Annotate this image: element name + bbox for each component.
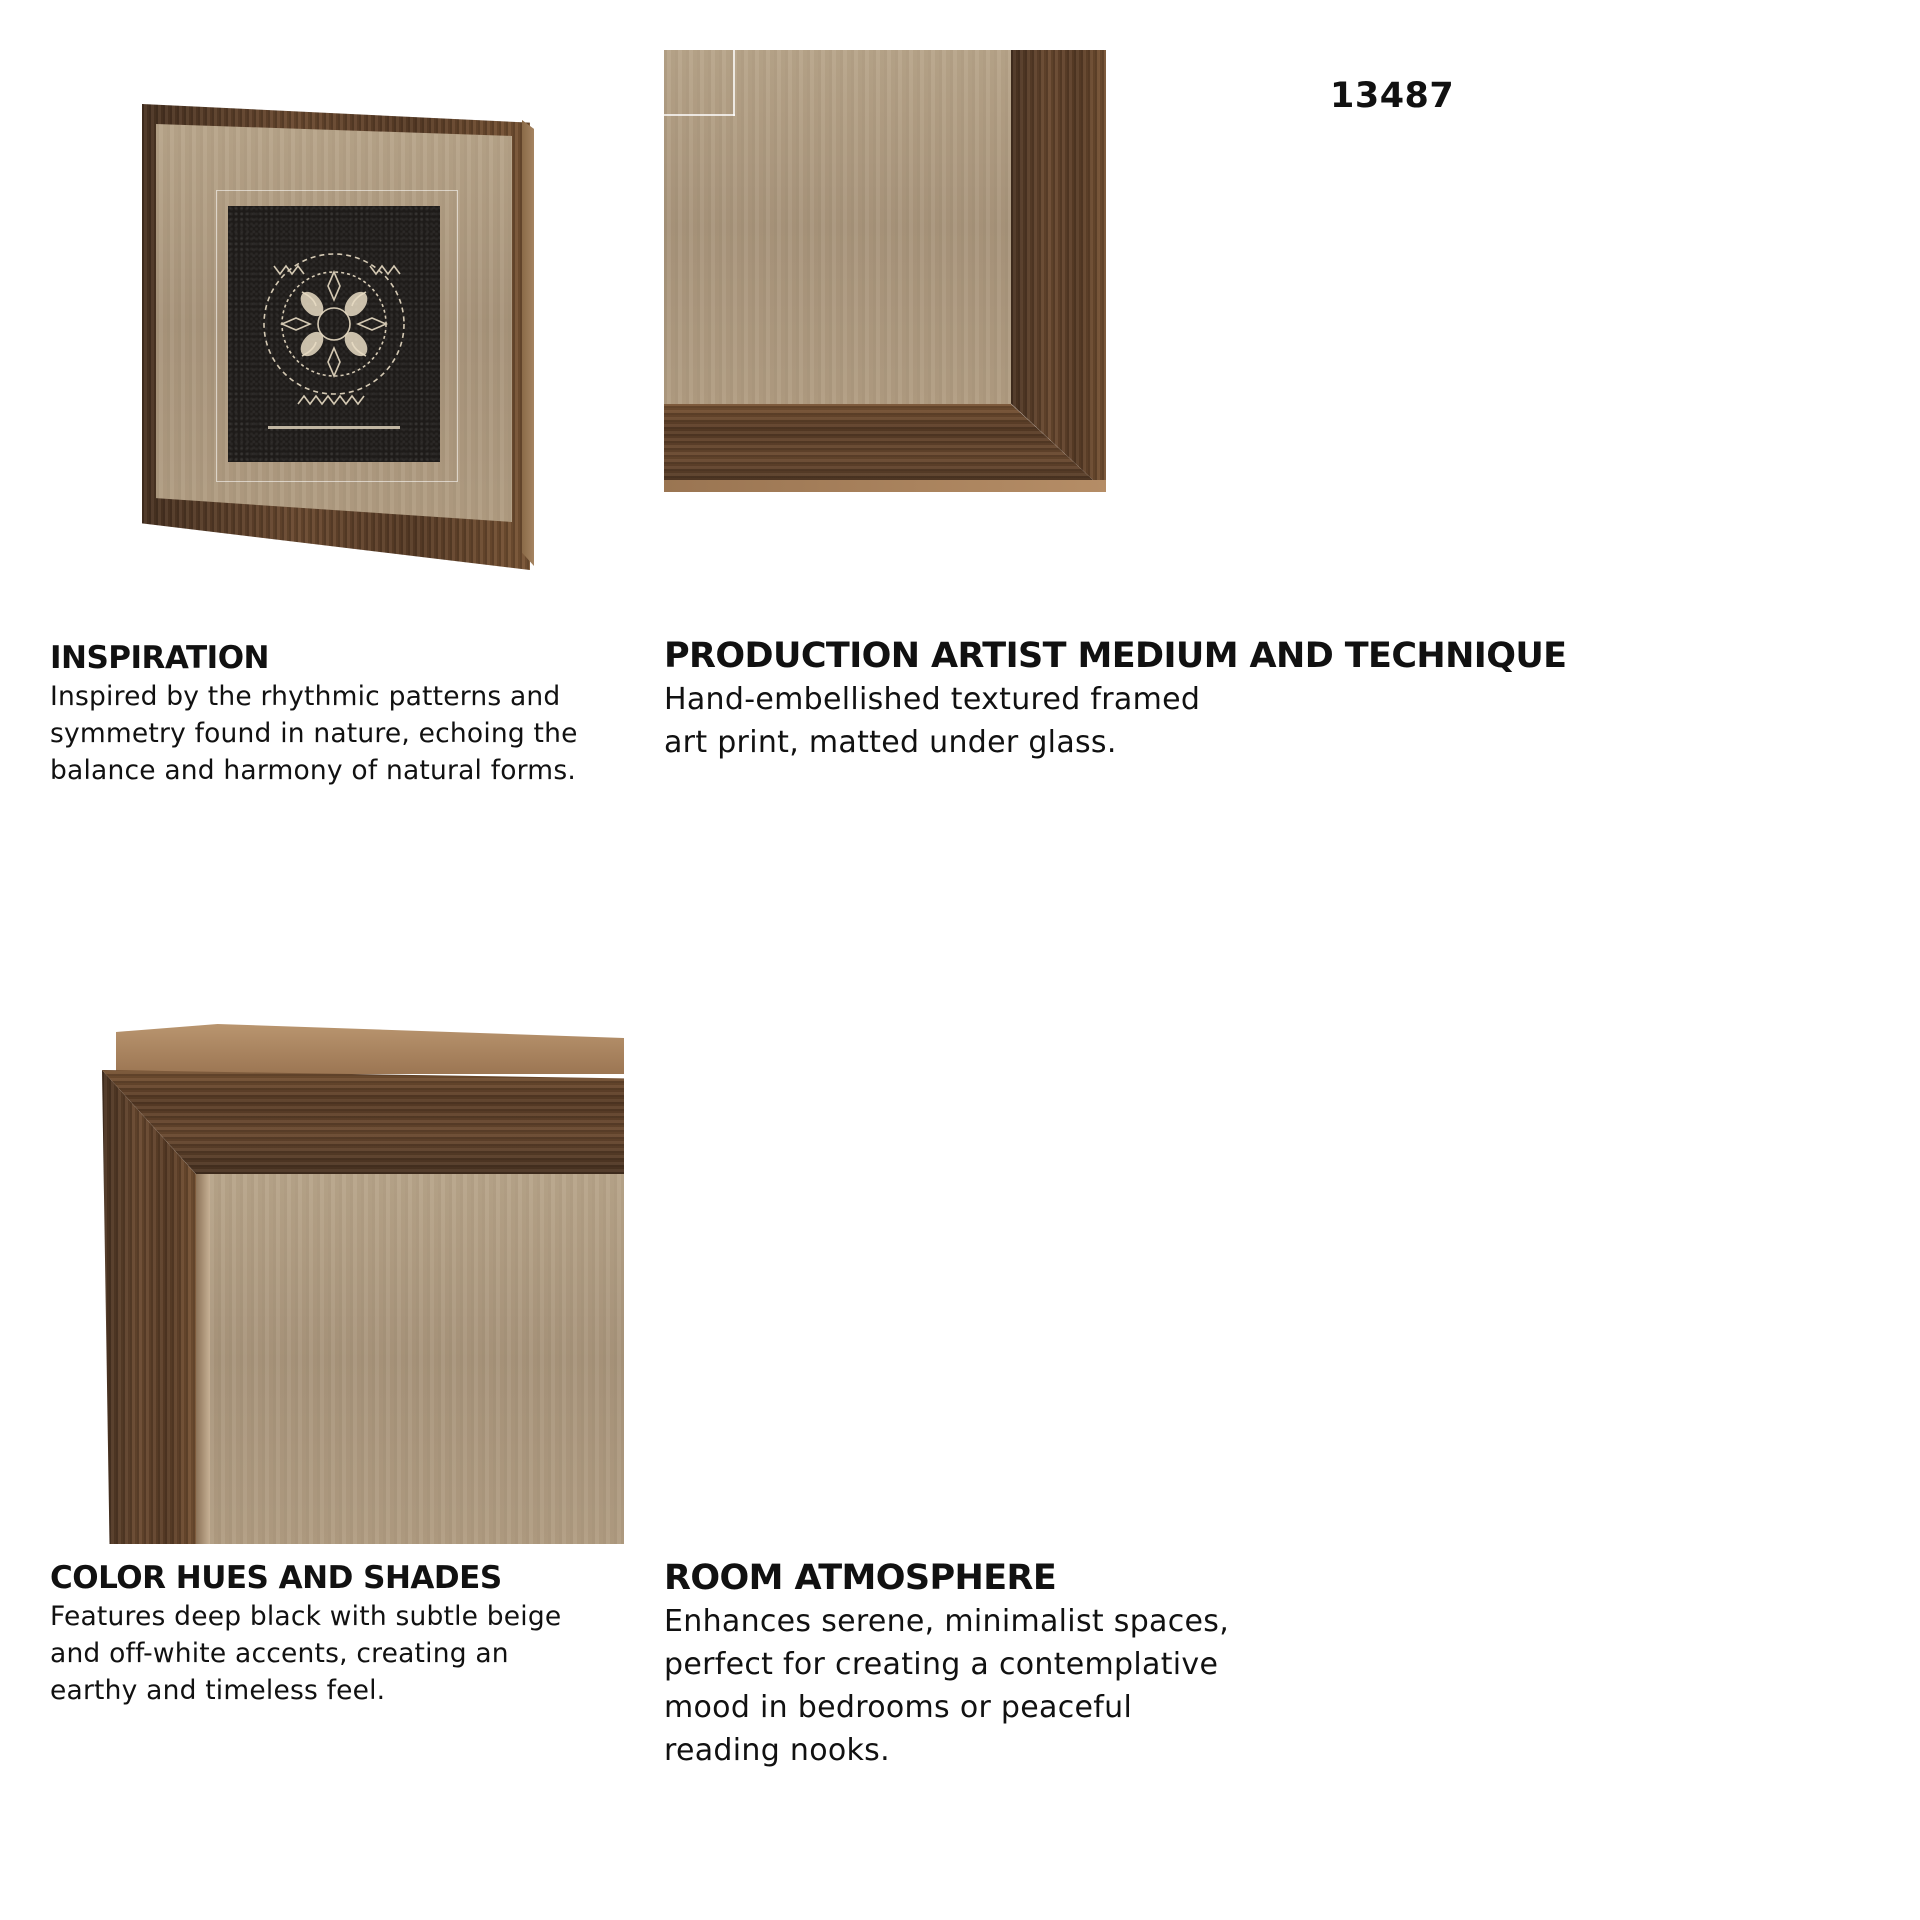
- section-heading: INSPIRATION: [50, 640, 269, 676]
- section-color: [50, 1560, 610, 1709]
- section-heading: COLOR HUES AND SHADES: [50, 1560, 502, 1596]
- section-body: Inspired by the rhythmic patterns and symmetry found in nature, echoing the balance and harmony of natural forms.: [50, 681, 578, 786]
- mat-bevel: [196, 1174, 210, 1544]
- section-room: [664, 1558, 1564, 1772]
- frame-top-edge: [116, 1024, 624, 1074]
- print-panel: [228, 206, 440, 462]
- section-body: Enhances serene, minimalist spaces, perfect for creating a contemplative mood in bedrooms or peaceful reading nooks.: [664, 1604, 1230, 1768]
- section-production: [664, 636, 1567, 764]
- frame-side: [522, 120, 534, 566]
- mat-fillet-line: [664, 114, 735, 116]
- mandala-motif-icon: [228, 206, 440, 462]
- mat-board: [196, 1174, 624, 1544]
- mat-board: [664, 50, 1011, 404]
- section-body: Hand-embellished textured framed art print, matted under glass.: [664, 682, 1201, 760]
- section-heading: ROOM ATMOSPHERE: [664, 1558, 1057, 1598]
- section-inspiration: [50, 640, 610, 789]
- mat-fillet-line: [733, 50, 735, 116]
- frame-corner-image: [102, 1024, 624, 1544]
- frame-corner-image: [664, 50, 1106, 492]
- section-heading: PRODUCTION ARTIST MEDIUM AND TECHNIQUE: [664, 636, 1567, 676]
- artwork-full-image: [142, 104, 534, 574]
- product-number: 13487: [1330, 76, 1455, 116]
- section-body: Features deep black with subtle beige and off-white accents, creating an earthy and timeless feel.: [50, 1601, 562, 1706]
- frame-edge: [664, 480, 1106, 492]
